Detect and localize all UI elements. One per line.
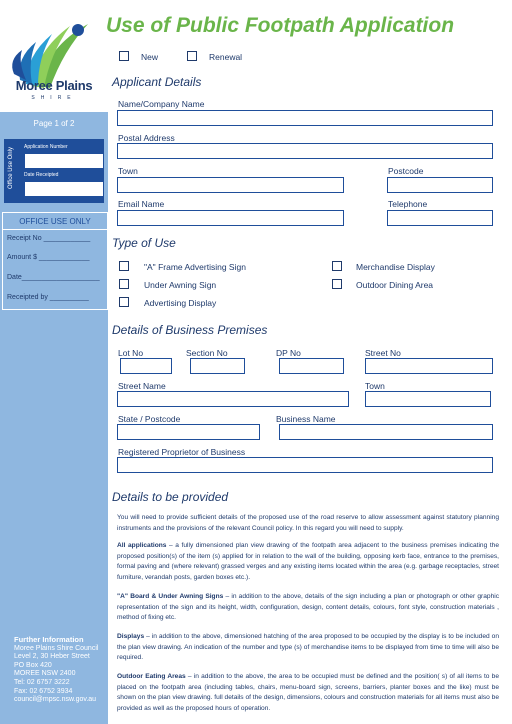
lot-no-field[interactable] — [120, 358, 172, 374]
merchandise-checkbox[interactable] — [332, 261, 342, 271]
telephone-label: Telephone — [388, 199, 428, 209]
under-awning-label: Under Awning Sign — [144, 280, 217, 290]
logo-name: Moree Plains — [15, 78, 93, 93]
new-checkbox[interactable] — [119, 51, 129, 61]
details-intro: You will need to provide sufficient details of the proposed use of the road reserve to allow assessment against statutory planning instruments and the provisions of the relevant Council policy. In this regard you will need to supply. — [117, 514, 499, 532]
street-no-label: Street No — [365, 348, 401, 358]
name-company-label: Name/Company Name — [118, 99, 205, 109]
further-line: council@mpsc.nsw.gov.au — [14, 696, 97, 704]
further-line: Fax: 02 6752 3934 — [14, 687, 73, 695]
date-receipted-label: Date Receipted — [24, 172, 59, 178]
email-field[interactable] — [117, 210, 344, 226]
page-indicator: Page 1 of 2 — [33, 119, 75, 128]
registered-proprietor-label: Registered Proprietor of Business — [118, 447, 246, 457]
office-use-only-panel — [2, 212, 108, 310]
merchandise-label: Merchandise Display — [356, 262, 435, 272]
outdoor-dining-label: Outdoor Dining Area — [356, 280, 434, 290]
further-line: PO Box 420 — [14, 661, 52, 669]
displays-text: – in addition to the above, dimensioned hatching of the area proposed to be occupied by the display is to be included on the plan view drawing. An indication of the number and type (s) of merchandise items to be displayed from time to time will also be required. — [117, 633, 499, 662]
section-no-label: Section No — [186, 348, 228, 358]
outdoor-bold: Outdoor Eating Areas — [117, 673, 186, 680]
section-no-field[interactable] — [190, 358, 245, 374]
details-heading: Details to be provided — [112, 490, 229, 504]
postcode-label: Postcode — [388, 166, 424, 176]
sidebar-panel — [0, 112, 108, 724]
under-awning-checkbox[interactable] — [119, 279, 129, 289]
amount-line[interactable]: Amount $ _____________ — [7, 254, 90, 261]
postal-address-field[interactable] — [117, 143, 493, 159]
aframe-bold: "A" Board & Under Awning Signs — [117, 593, 224, 600]
further-heading: Further Information — [14, 635, 84, 644]
state-postcode-label: State / Postcode — [118, 414, 181, 424]
details-all-applications — [117, 541, 499, 583]
further-line: MOREE NSW 2400 — [14, 670, 76, 678]
premises-town-field[interactable] — [365, 391, 491, 407]
further-line: Tel: 02 6757 3222 — [14, 678, 70, 686]
dp-no-field[interactable] — [279, 358, 344, 374]
telephone-field[interactable] — [387, 210, 493, 226]
street-name-label: Street Name — [118, 381, 166, 391]
further-information — [14, 636, 98, 705]
a-frame-checkbox[interactable] — [119, 261, 129, 271]
applicant-details-heading: Applicant Details — [112, 75, 202, 89]
details-displays — [117, 632, 499, 664]
renewal-checkbox[interactable] — [187, 51, 197, 61]
town-field[interactable] — [117, 177, 344, 193]
business-name-field[interactable] — [279, 424, 493, 440]
type-of-use-heading: Type of Use — [112, 236, 176, 250]
office-use-vertical-label: Office Use Only — [8, 147, 14, 189]
further-line: Moree Plains Shire Council — [14, 644, 99, 652]
receipted-by-line[interactable]: Receipted by __________ — [7, 294, 89, 301]
dp-no-label: DP No — [276, 348, 301, 358]
advertising-display-checkbox[interactable] — [119, 297, 129, 307]
registered-proprietor-field[interactable] — [117, 457, 493, 473]
street-name-field[interactable] — [117, 391, 349, 407]
street-no-field[interactable] — [365, 358, 493, 374]
sidebar — [0, 0, 108, 724]
displays-bold: Displays — [117, 633, 145, 640]
date-receipted-field[interactable] — [24, 181, 104, 197]
a-frame-label: "A" Frame Advertising Sign — [144, 262, 246, 272]
outdoor-text: – in addition to the above, the area to be occupied must be defined and the position( s) of all items to be placed on the footpath area (including tables, chairs, menu-board sign, screens, barriers, planter boxes and the like) must be shown on the plan view drawing. full details of the design, dimensions, colours and construction materials for all items must also be provided as well as the proposed hours of operation. — [117, 673, 500, 712]
all-applications-bold: All applications — [117, 542, 167, 549]
application-number-field[interactable] — [24, 153, 104, 169]
receipt-no-line[interactable]: Receipt No ____________ — [7, 235, 91, 242]
name-company-field[interactable] — [117, 110, 493, 126]
logo-area — [0, 0, 108, 112]
email-label: Email Name — [118, 199, 165, 209]
state-postcode-field[interactable] — [117, 424, 260, 440]
business-name-label: Business Name — [276, 414, 336, 424]
application-number-label: Application Number — [24, 144, 68, 150]
lot-no-label: Lot No — [118, 348, 144, 358]
town-label: Town — [118, 166, 138, 176]
premises-town-label: Town — [365, 381, 385, 391]
page-title: Use of Public Footpath Application — [106, 14, 455, 37]
advertising-display-label: Advertising Display — [144, 298, 217, 308]
date-line[interactable]: Date____________________ — [7, 274, 100, 281]
renewal-label: Renewal — [209, 52, 243, 62]
aframe-text: – in addition to the above, details of the sign including a plan or photograph or other graphic representation of the sign and its height, width, configuration, design, content details, colours, font style, construction materials , method of fixing etc. — [117, 593, 499, 622]
office-use-box — [4, 139, 104, 203]
premises-heading: Details of Business Premises — [112, 323, 268, 337]
outdoor-dining-checkbox[interactable] — [332, 279, 342, 289]
further-line: Level 2, 30 Heber Street — [14, 653, 90, 661]
all-applications-text: – a fully dimensioned plan view drawing of the footpath area adjacent to the business premises indicating the proposed position(s) of the item (s) applied for in relation to the wall of the building, opposing kerb face, entrance to the premises, formal paving and (where relevant) grassed verges and any existing items located within the area (e.g. garbage receptacles, street furniture, verandah posts, garden boxes etc.). — [117, 542, 499, 581]
details-aframe — [117, 592, 499, 624]
postal-address-label: Postal Address — [118, 133, 175, 143]
details-outdoor — [117, 672, 499, 714]
office-use-only-title: OFFICE USE ONLY — [3, 217, 107, 226]
new-label: New — [141, 52, 159, 62]
logo-sub: SHIRE — [31, 95, 77, 101]
postcode-field[interactable] — [387, 177, 493, 193]
